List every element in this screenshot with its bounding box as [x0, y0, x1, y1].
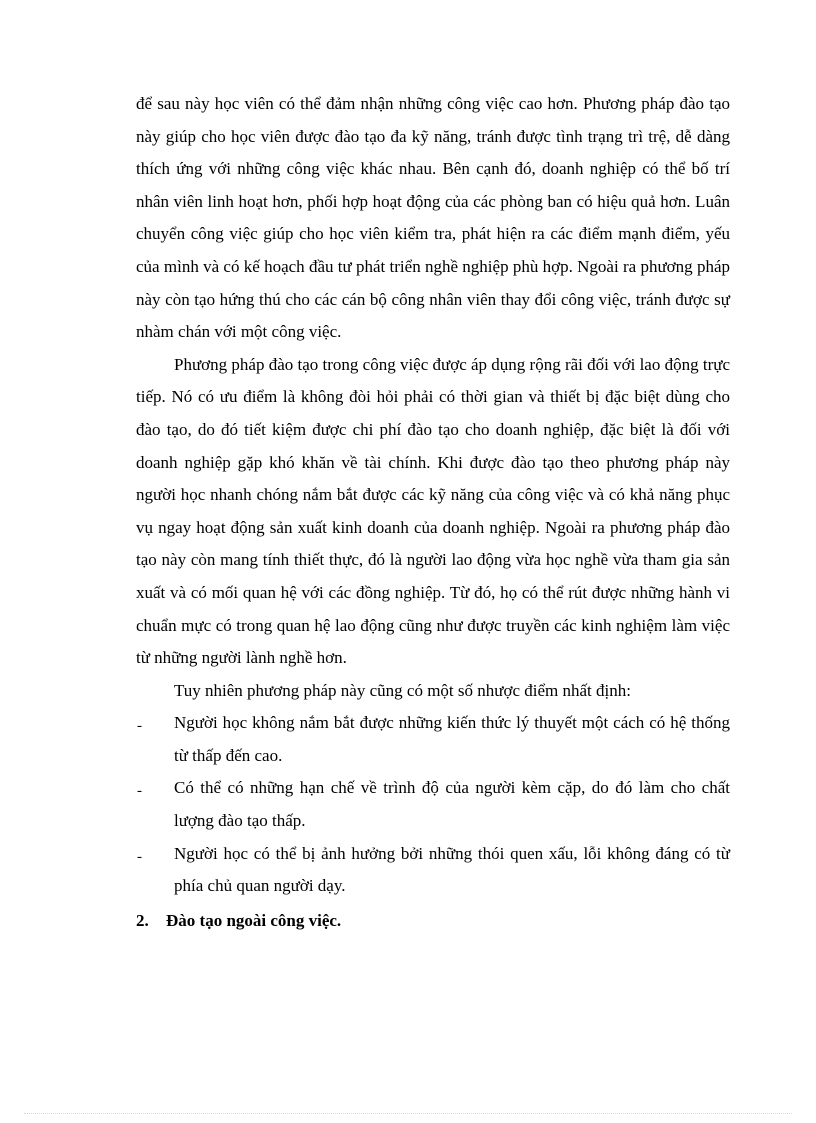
list-item [136, 772, 730, 837]
list-item-text: Người học có thể bị ảnh hưởng bởi những thói quen xấu, lỗi không đáng có từ phía chủ quan người dạy. [174, 843, 730, 896]
list-item-text: Người học không nắm bắt được những kiến thức lý thuyết một cách có hệ thống từ thấp đến cao. [174, 713, 730, 765]
disadvantages-list [136, 707, 730, 903]
document-page [136, 88, 730, 937]
list-item [136, 838, 730, 903]
paragraph-on-job-training: Phương pháp đào tạo trong công việc được áp dụng rộng rãi đối với lao động trực tiếp. Nó có ưu điểm là không đòi hỏi phải có thời gian và thiết bị đặc biệt dùng cho đào tạo, do đó tiết kiệm được chi phí đào tạo cho doanh nghiệp, đặc biệt là đối với doanh nghiệp gặp khó khăn về tài chính. Khi được đào tạo theo phương pháp này người học nhanh chóng nắm bắt được các kỹ năng của công việc và có khả năng phục vụ ngay hoạt động sản xuất kinh doanh của doanh nghiệp. Ngoài ra phương pháp đào tạo này còn mang tính thiết thực, đó là người lao động vừa học nghề vừa tham gia sản xuất và có mối quan hệ với các đồng nghiệp. Từ đó, họ có thể rút được những hành vi chuẩn mực có trong quan hệ lao động cũng như được truyền các kinh nghiệm làm việc từ những người lành nghề hơn. [136, 354, 730, 668]
section-heading [136, 905, 730, 937]
bullet-dash-icon: - [137, 783, 142, 800]
section-number: 2. [136, 910, 149, 930]
bullet-dash-icon: - [137, 848, 142, 865]
bullet-dash-icon: - [137, 718, 142, 735]
paragraph-disadvantages-intro: Tuy nhiên phương pháp này cũng có một số nhược điểm nhất định: [174, 680, 631, 700]
list-item-text: Có thể có những hạn chế về trình độ của người kèm cặp, do đó làm cho chất lượng đào tạo thấp. [174, 778, 730, 831]
section-title: Đào tạo ngoài công việc. [166, 910, 342, 930]
page-bottom-divider [24, 1113, 792, 1114]
list-item [136, 707, 730, 772]
paragraph-continuation: để sau này học viên có thể đảm nhận những công việc cao hơn. Phương pháp đào tạo này giúp cho học viên được đào tạo đa kỹ năng, tránh được tình trạng trì trệ, dễ dàng thích ứng với những công việc khác nhau. Bên cạnh đó, doanh nghiệp có thể bố trí nhân viên linh hoạt hơn, phối hợp hoạt động của các phòng ban có hiệu quả hơn. Luân chuyển công việc giúp cho học viên kiểm tra, phát hiện ra các điểm mạnh điểm, yếu của mình và có kế hoạch đầu tư phát triển nghề nghiệp phù hợp. Ngoài ra phương pháp này còn tạo hứng thú cho các cán bộ công nhân viên thay đổi công việc, tránh được sự nhàm chán với một công việc. [136, 94, 730, 342]
